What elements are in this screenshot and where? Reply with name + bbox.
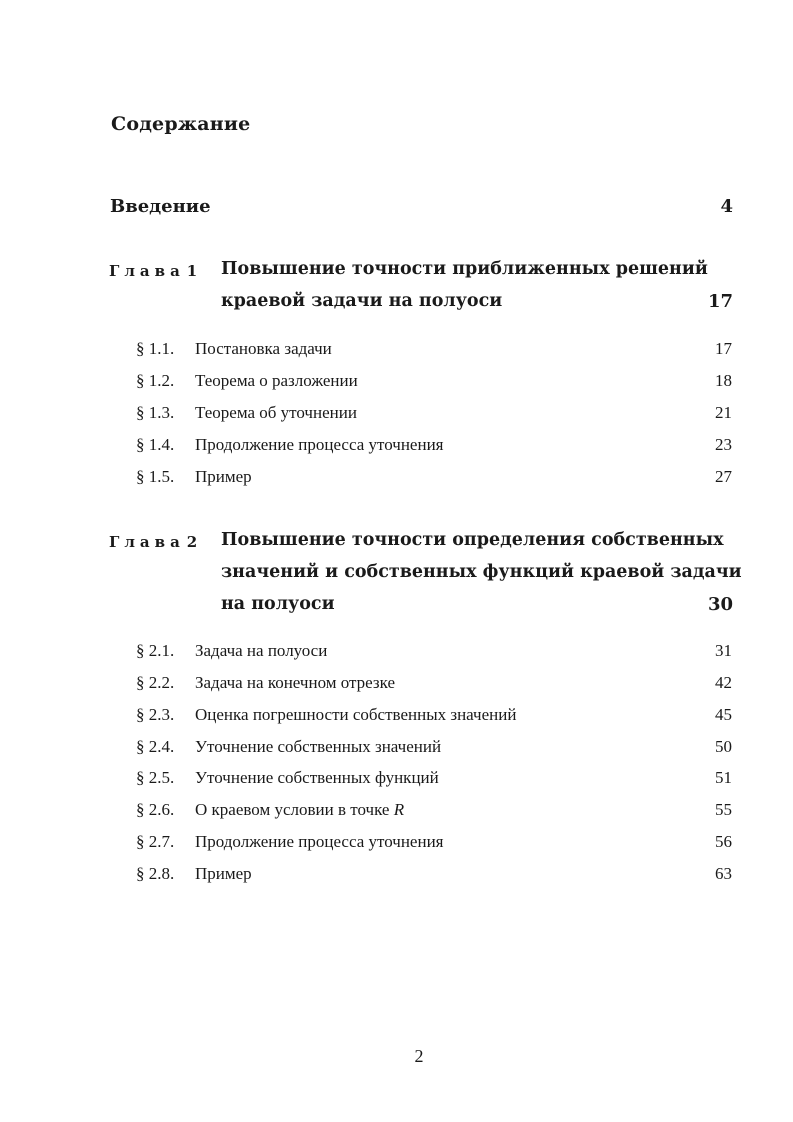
section-number: § 2.4. <box>136 737 175 756</box>
chapter-1-label <box>109 262 197 280</box>
intro-label: Введение <box>110 196 211 217</box>
section-title-text: О краевом условии в точке <box>195 800 390 819</box>
chapter-2-title-line-1: Повышение точности определения собственных <box>221 530 724 550</box>
chapter-1-title-line-2: краевой задачи на полуоси <box>221 291 503 311</box>
section-number: § 2.1. <box>136 641 175 660</box>
section-title <box>195 800 404 820</box>
section-number: § 1.2. <box>136 371 175 390</box>
section-number: § 1.4. <box>136 435 175 454</box>
section-title: Уточнение собственных значений <box>195 737 442 756</box>
section-title: Задача на полуоси <box>195 641 328 660</box>
chapter-1-title-line-1: Повышение точности приближенных решений <box>221 259 708 279</box>
section-title: Постановка задачи <box>195 339 332 358</box>
section-page-number: 31 <box>715 641 732 660</box>
chapter-1-page-number: 17 <box>707 291 733 312</box>
section-page-number: 55 <box>715 800 732 819</box>
section-title: Продолжение процесса уточнения <box>195 435 444 454</box>
section-page-number: 63 <box>715 864 732 883</box>
chapter-2-number: 2 <box>186 533 198 551</box>
section-page-number: 50 <box>715 737 732 756</box>
section-number: § 2.2. <box>136 673 175 692</box>
section-title: Уточнение собственных функций <box>195 768 439 787</box>
section-title: Пример <box>195 864 252 883</box>
section-page-number: 23 <box>715 435 732 454</box>
chapter-2-title-line-3: на полуоси <box>221 594 335 614</box>
section-title: Теорема об уточнении <box>195 403 357 422</box>
section-page-number: 45 <box>715 705 732 724</box>
section-title: Продолжение процесса уточнения <box>195 832 444 851</box>
section-page-number: 56 <box>715 832 732 851</box>
section-number: § 2.5. <box>136 768 175 787</box>
chapter-2-word: Глава <box>109 533 185 551</box>
chapter-2-title-line-2: значений и собственных функций краевой задачи <box>221 562 742 582</box>
section-number: § 2.7. <box>136 832 175 851</box>
chapter-1-word: Глава <box>109 262 185 280</box>
chapter-2-page-number: 30 <box>707 594 733 615</box>
section-number: § 2.3. <box>136 705 175 724</box>
chapter-1-number: 1 <box>186 262 198 280</box>
contents-title: Содержание <box>111 113 251 135</box>
section-title-variable: R <box>393 800 405 819</box>
section-number: § 2.8. <box>136 864 175 883</box>
section-page-number: 17 <box>715 339 732 358</box>
chapter-2-label <box>109 533 197 551</box>
section-title: Теорема о разложении <box>195 371 358 390</box>
section-number: § 2.6. <box>136 800 175 819</box>
section-title: Оценка погрешности собственных значений <box>195 705 517 724</box>
section-number: § 1.3. <box>136 403 175 422</box>
section-page-number: 42 <box>715 673 732 692</box>
intro-page-number: 4 <box>720 196 733 217</box>
section-page-number: 51 <box>715 768 732 787</box>
section-page-number: 18 <box>715 371 732 390</box>
section-number: § 1.5. <box>136 467 175 486</box>
section-page-number: 21 <box>715 403 732 422</box>
section-title: Пример <box>195 467 252 486</box>
page-number: 2 <box>414 1046 424 1066</box>
section-page-number: 27 <box>715 467 732 486</box>
section-number: § 1.1. <box>136 339 175 358</box>
section-title: Задача на конечном отрезке <box>195 673 396 692</box>
